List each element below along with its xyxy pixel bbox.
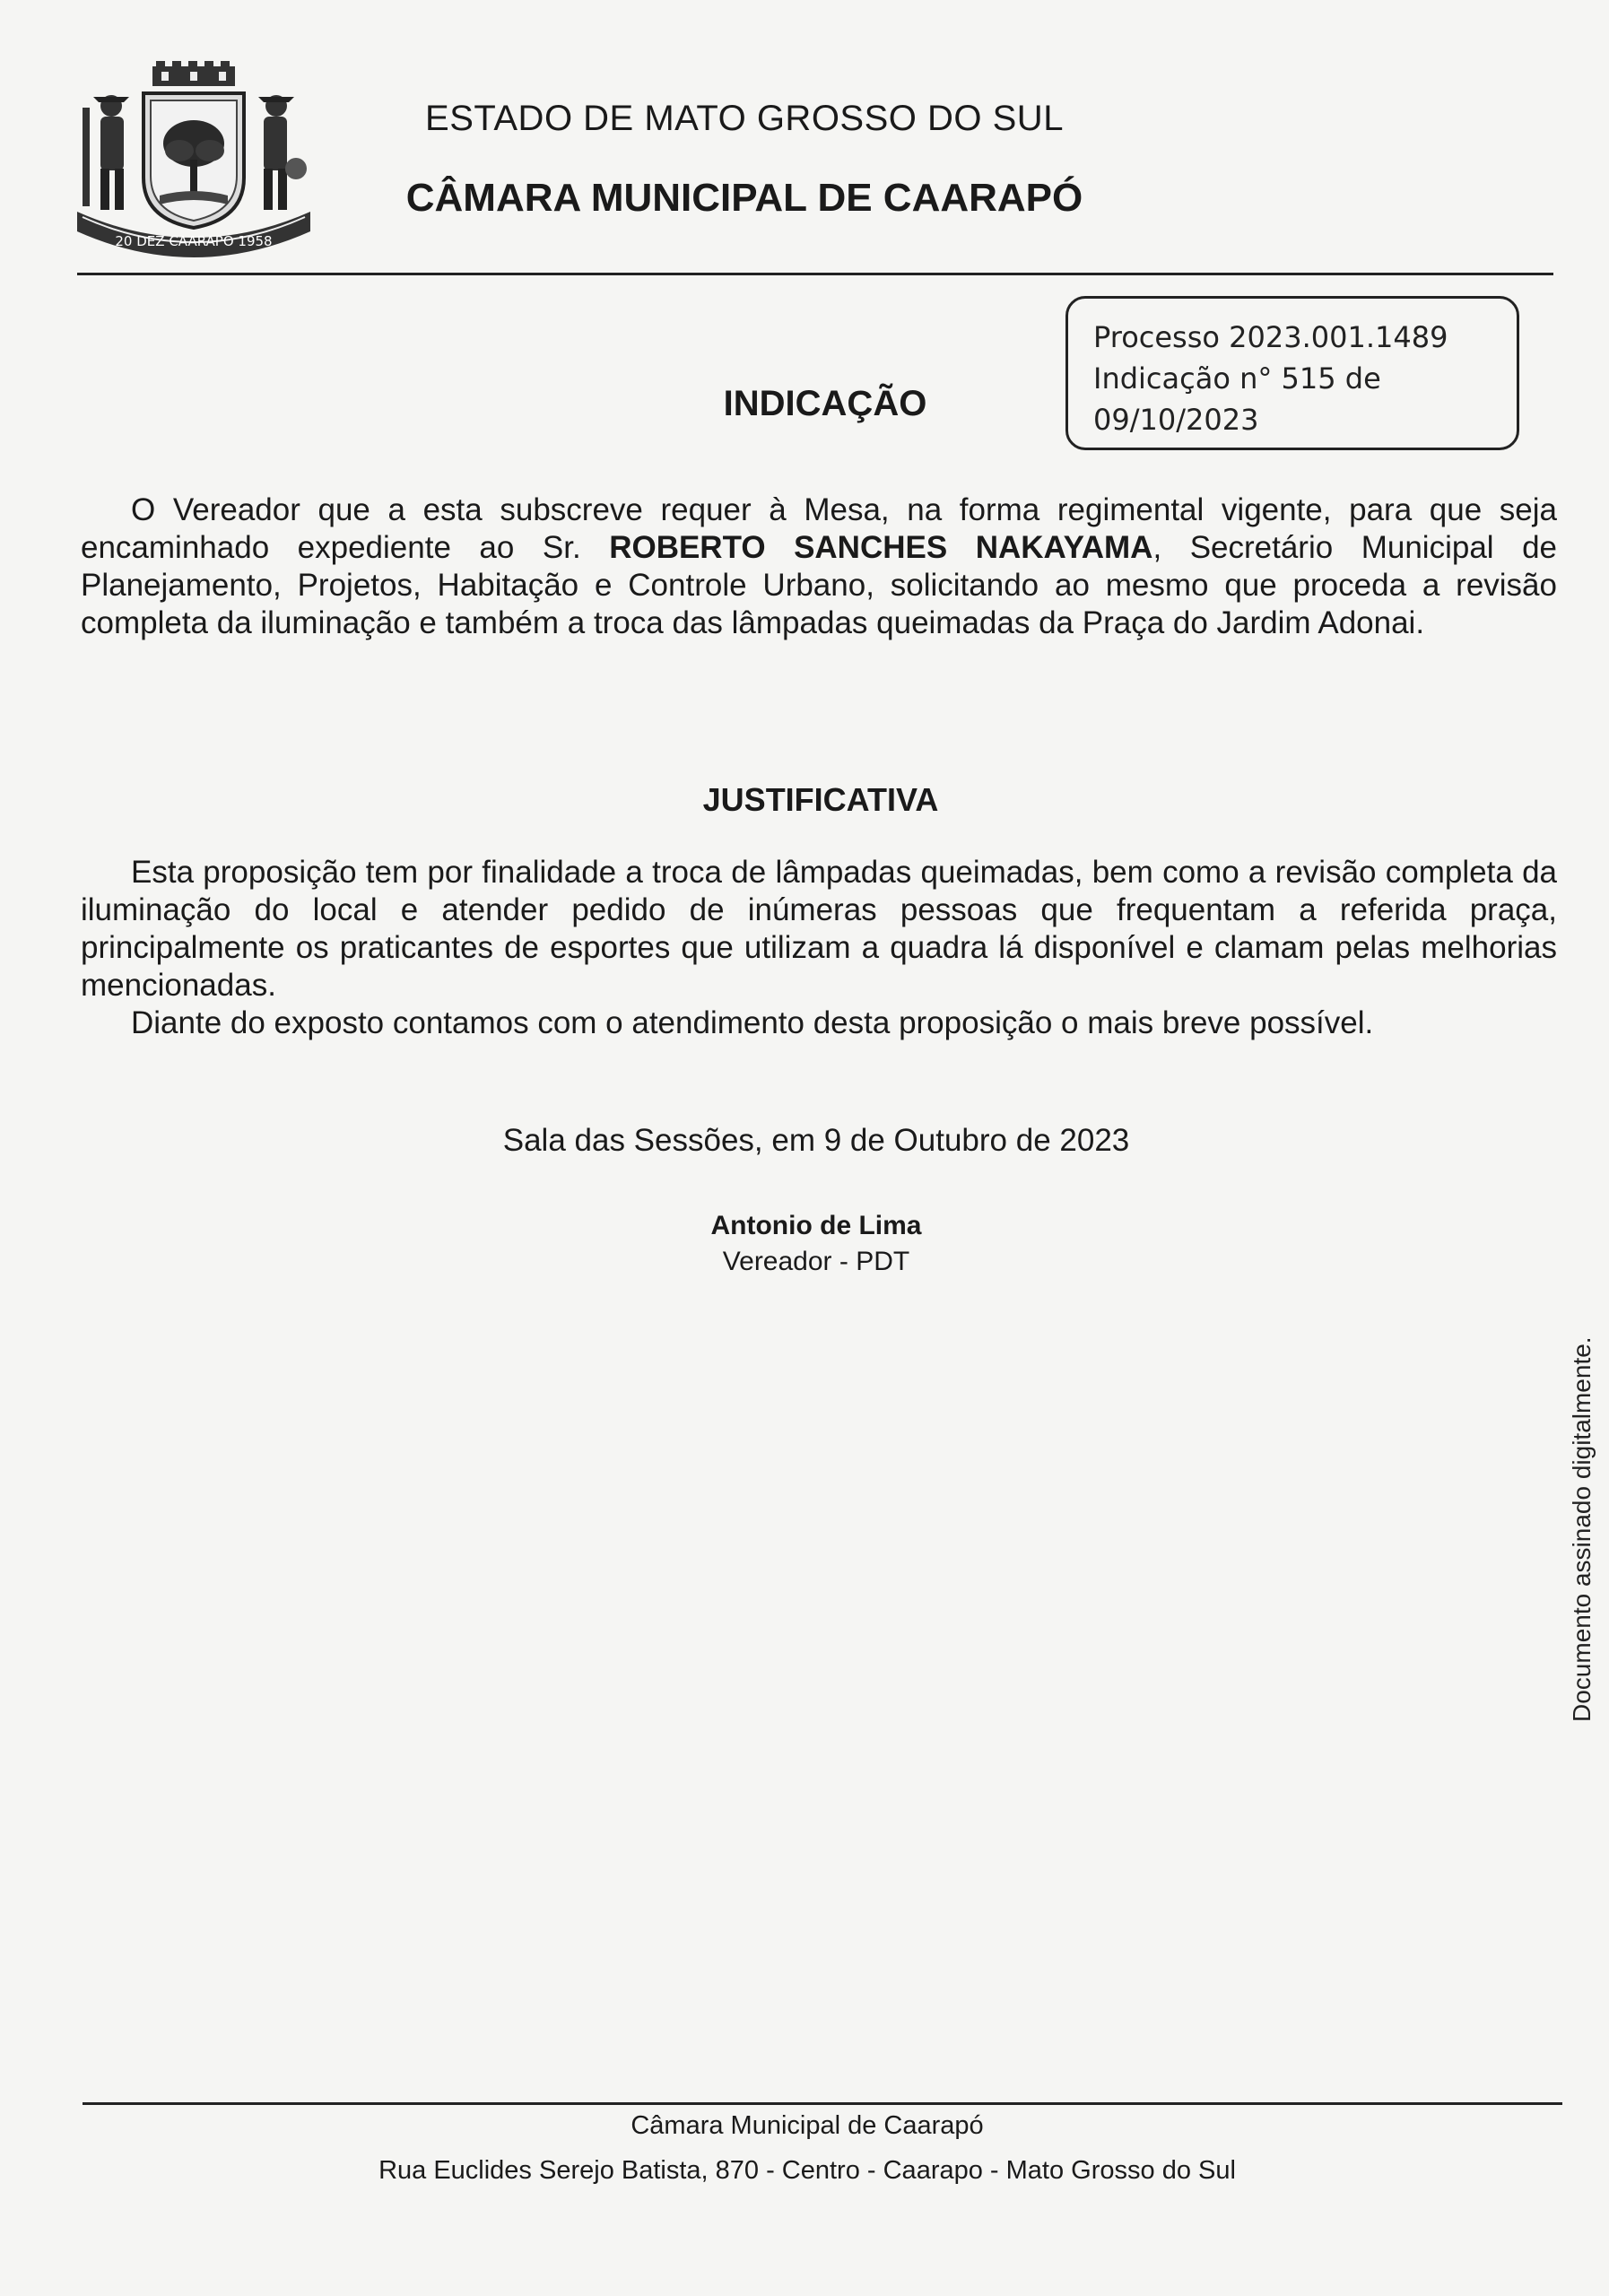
chamber-heading: CÂMARA MUNICIPAL DE CAARAPÓ [405,176,1083,220]
justification-text-2: Diante do exposto contamos com o atendimento desta proposição o mais breve possível. [131,1005,1374,1040]
request-paragraph [81,491,1557,642]
justification-text-1: Esta proposição tem por finalidade a troca de lâmpadas queimadas, bem como a revisão completa da iluminação do local e atender pedido de inúmeras pessoas que frequentam a referida praça, principalmente os praticantes de esportes que utilizam a quadra lá disponível e clamam pelas melhorias mencionadas. [81,855,1557,1003]
process-info-box [1065,296,1519,450]
state-heading: ESTADO DE MATO GROSSO DO SUL [425,99,1064,138]
recipient-name: ROBERTO SANCHES NAKAYAMA [609,530,1153,565]
footer-institution: Câmara Municipal de Caarapó [631,2111,984,2140]
indication-number: Indicação n° 515 de [1093,361,1381,396]
justification-paragraph-2 [81,1004,1557,1042]
signatory-role: Vereador - PDT [722,1247,910,1276]
footer-address: Rua Euclides Serejo Batista, 870 - Centro - Caarapo - Mato Grosso do Sul [378,2156,1236,2185]
footer-divider [83,2102,1562,2105]
process-number: Processo 2023.001.1489 [1093,320,1448,354]
request-text-start: O Vereador que a esta subscreve requer à Mesa, na forma regimental vigente, para que seja encaminhado expediente ao Sr. [81,492,1557,565]
crest-ribbon-text: 20 DEZ CAARAPÓ 1958 [115,233,273,249]
signatory-name: Antonio de Lima [710,1211,922,1240]
indication-date: 09/10/2023 [1093,403,1259,437]
document-title: INDICAÇÃO [723,384,927,423]
justification-paragraph-1 [81,854,1557,1004]
header-divider [77,273,1553,275]
justification-title: JUSTIFICATIVA [702,781,939,818]
request-text-end: , Secretário Municipal de Planejamento, Projetos, Habitação e Controle Urbano, solicitando ao mesmo que proceda a revisão completa da iluminação e também a troca das lâmpadas queimadas da Praça do Jardim Adonai. [81,530,1558,640]
place-and-date: Sala das Sessões, em 9 de Outubro de 2023 [502,1123,1130,1158]
digital-signature-note: Documento assinado digitalmente. [1568,1336,1596,1722]
municipal-coat-of-arms-icon [74,61,314,267]
